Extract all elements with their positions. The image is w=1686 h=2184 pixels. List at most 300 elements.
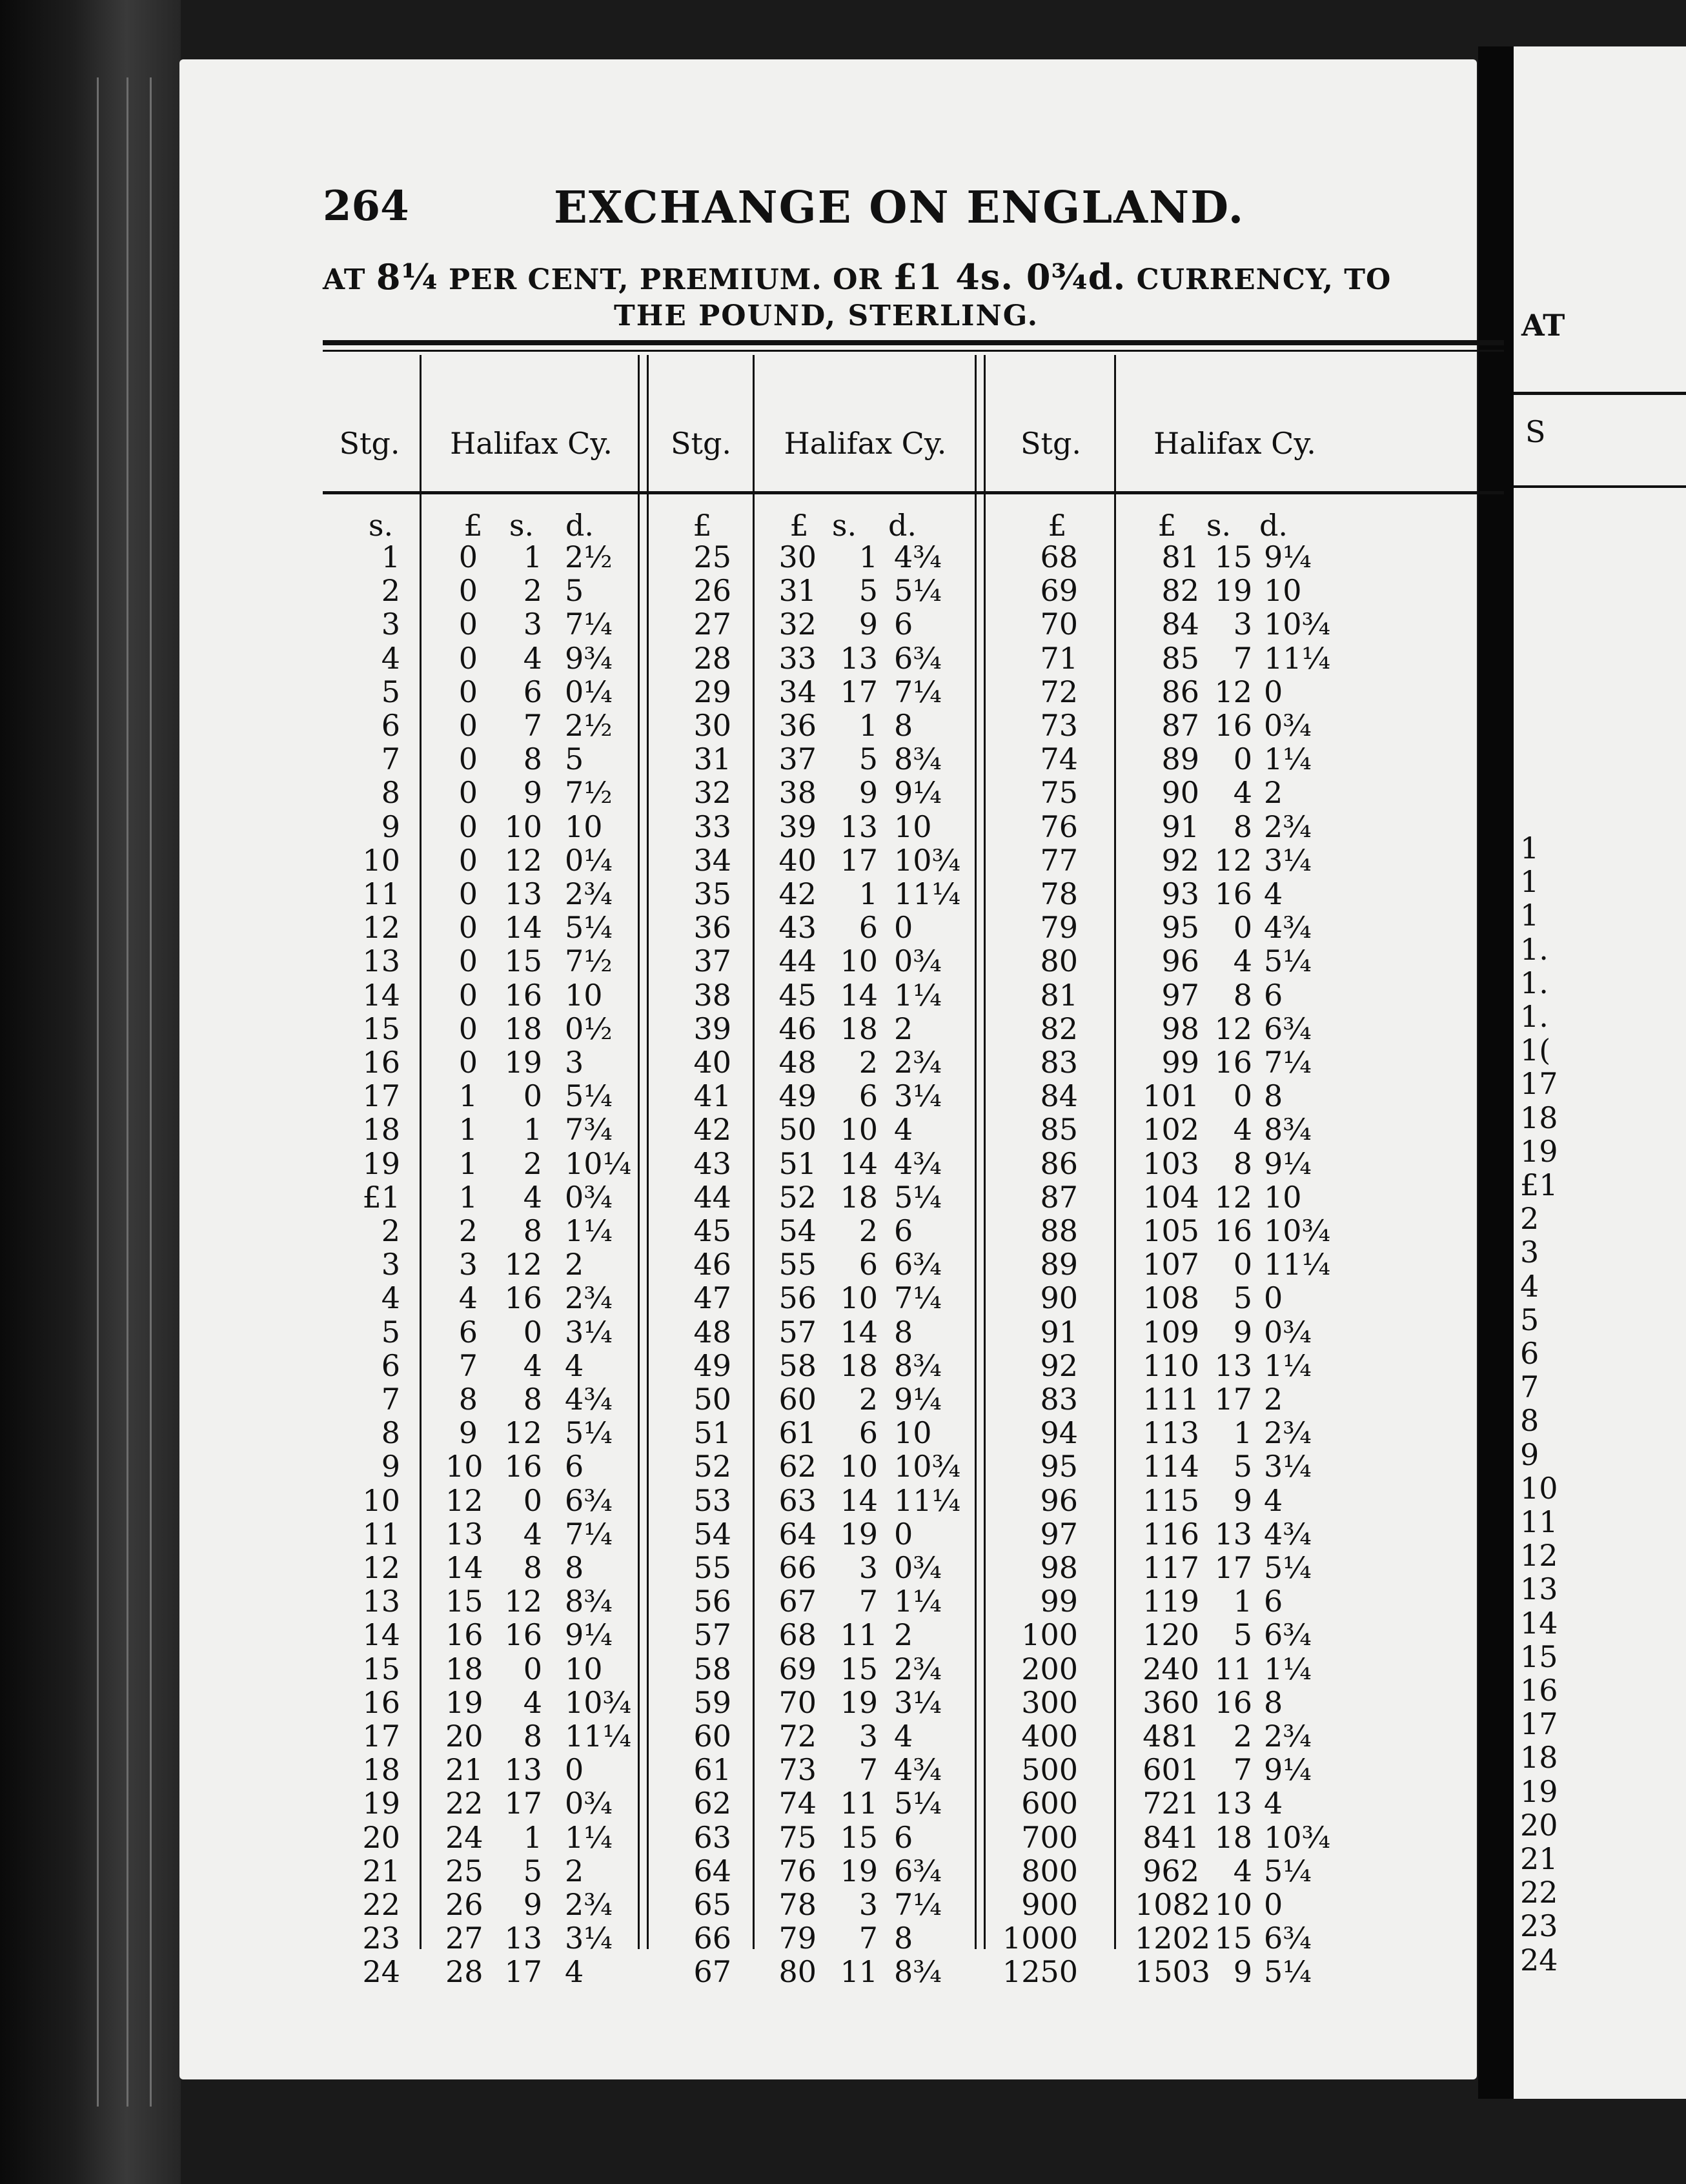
right-page-row-fragment: 7 xyxy=(1520,1370,1539,1405)
currency-pounds: 93 xyxy=(1161,876,1199,911)
left-page xyxy=(179,59,1477,2079)
sterling-amount: 9 xyxy=(381,809,400,844)
currency-shillings: 18 xyxy=(840,1011,878,1046)
sterling-amount: 47 xyxy=(693,1280,731,1316)
sterling-amount: 96 xyxy=(1040,1482,1078,1518)
currency-pence: 10 xyxy=(565,977,603,1013)
currency-pounds: 60 xyxy=(778,1382,817,1417)
currency-pence: 7¼ xyxy=(894,1887,942,1922)
currency-shillings: 19 xyxy=(1214,573,1252,609)
currency-shillings: 2 xyxy=(523,573,542,609)
currency-pounds: 0 xyxy=(458,977,478,1013)
currency-shillings: 8 xyxy=(523,1719,542,1754)
currency-shillings: 0 xyxy=(1233,1247,1252,1282)
currency-shillings: 4 xyxy=(1233,1112,1252,1148)
table-row xyxy=(323,1416,1510,1450)
right-page-rule xyxy=(1514,485,1686,488)
currency-shillings: 1 xyxy=(858,708,878,743)
currency-pence: 10 xyxy=(1264,1179,1302,1215)
sterling-amount: 15 xyxy=(362,1011,400,1046)
currency-shillings: 1 xyxy=(1233,1415,1252,1451)
currency-pounds: 240 xyxy=(1143,1651,1199,1686)
currency-shillings: 17 xyxy=(504,1954,542,1990)
currency-shillings: 6 xyxy=(523,674,542,709)
currency-pounds: 52 xyxy=(778,1179,817,1215)
currency-shillings: 11 xyxy=(840,1617,878,1653)
currency-pounds: 117 xyxy=(1143,1550,1199,1585)
currency-shillings: 5 xyxy=(1233,1617,1252,1653)
sterling-amount: 99 xyxy=(1040,1584,1078,1619)
currency-shillings: 8 xyxy=(523,1382,542,1417)
currency-pence: 10¾ xyxy=(1264,1819,1331,1855)
sterling-amount: 19 xyxy=(362,1146,400,1181)
currency-pence: 0¾ xyxy=(565,1179,613,1215)
currency-pence: 6¾ xyxy=(1264,1921,1312,1956)
table-row xyxy=(323,1012,1510,1046)
right-page-row-fragment: 10 xyxy=(1520,1470,1558,1506)
currency-shillings: 16 xyxy=(1214,1045,1252,1080)
right-page-row-fragment: 1 xyxy=(1520,864,1539,900)
sterling-amount: £1 xyxy=(362,1179,400,1215)
currency-shillings: 6 xyxy=(858,910,878,945)
currency-pounds: 68 xyxy=(778,1617,817,1653)
currency-pounds: 44 xyxy=(778,944,817,979)
currency-pounds: 98 xyxy=(1161,1011,1199,1046)
currency-pounds: 27 xyxy=(445,1921,483,1956)
currency-pounds: 78 xyxy=(778,1887,817,1922)
right-page-row-fragment: 9 xyxy=(1520,1437,1539,1472)
currency-pounds: 7 xyxy=(458,1348,478,1383)
table-row xyxy=(323,1450,1510,1483)
sterling-amount: 84 xyxy=(1040,1078,1078,1114)
sterling-amount: 400 xyxy=(1021,1719,1078,1754)
sterling-amount: 87 xyxy=(1040,1179,1078,1215)
currency-shillings: 4 xyxy=(1233,944,1252,979)
currency-pence: 2 xyxy=(894,1617,913,1653)
sterling-amount: 58 xyxy=(693,1651,731,1686)
currency-pence: 0¼ xyxy=(565,842,613,878)
currency-pounds: 113 xyxy=(1143,1415,1199,1451)
currency-pence: 6¾ xyxy=(1264,1617,1312,1653)
currency-pence: 0 xyxy=(1264,1280,1283,1316)
sterling-amount: 26 xyxy=(693,573,731,609)
table-row xyxy=(323,1786,1510,1820)
currency-shillings: 0 xyxy=(523,1651,542,1686)
subtitle-at: AT xyxy=(323,263,366,296)
right-page-row-fragment: 1. xyxy=(1520,999,1549,1034)
currency-pence: 9¼ xyxy=(894,1382,942,1417)
currency-pence: 10¾ xyxy=(894,842,961,878)
currency-pounds: 120 xyxy=(1143,1617,1199,1653)
sterling-amount: 81 xyxy=(1040,977,1078,1013)
currency-pence: 2½ xyxy=(565,708,613,743)
table-row xyxy=(323,1652,1510,1686)
currency-shillings: 11 xyxy=(840,1954,878,1990)
sterling-amount: 29 xyxy=(693,674,731,709)
currency-pounds: 0 xyxy=(458,640,478,676)
currency-pence: 1¼ xyxy=(565,1819,613,1855)
currency-pounds: 0 xyxy=(458,944,478,979)
sterling-amount: 700 xyxy=(1021,1819,1078,1855)
currency-shillings: 4 xyxy=(523,1684,542,1720)
currency-pounds: 81 xyxy=(1161,540,1199,574)
currency-pounds: 76 xyxy=(778,1853,817,1888)
sterling-amount: 79 xyxy=(1040,910,1078,945)
currency-shillings: 14 xyxy=(840,977,878,1013)
currency-pence: 4¾ xyxy=(894,1752,942,1788)
currency-shillings: 12 xyxy=(504,842,542,878)
currency-shillings: 12 xyxy=(1214,1011,1252,1046)
right-page-row-fragment: 2 xyxy=(1520,1201,1539,1237)
currency-shillings: 0 xyxy=(523,1078,542,1114)
currency-pence: 10 xyxy=(894,1415,932,1451)
right-page-row-fragment: 11 xyxy=(1520,1504,1558,1539)
currency-pence: 5 xyxy=(565,573,584,609)
currency-shillings: 10 xyxy=(840,944,878,979)
currency-shillings: 14 xyxy=(840,1314,878,1350)
currency-pounds: 0 xyxy=(458,842,478,878)
sterling-amount: 92 xyxy=(1040,1348,1078,1383)
currency-pence: 10¾ xyxy=(1264,607,1331,642)
currency-shillings: 16 xyxy=(504,1280,542,1316)
sterling-amount: 91 xyxy=(1040,1314,1078,1350)
right-page-row-fragment: 22 xyxy=(1520,1875,1558,1910)
currency-pence: 2¾ xyxy=(565,1887,613,1922)
currency-pounds: 962 xyxy=(1143,1853,1199,1888)
currency-pence: 4¾ xyxy=(1264,910,1312,945)
currency-pounds: 58 xyxy=(778,1348,817,1383)
currency-shillings: 13 xyxy=(840,640,878,676)
currency-shillings: 1 xyxy=(1233,1584,1252,1619)
currency-pounds: 841 xyxy=(1143,1819,1199,1855)
currency-pounds: 38 xyxy=(778,775,817,811)
currency-pence: 0¾ xyxy=(894,944,942,979)
subtitle-premium: PER CENT, PREMIUM. xyxy=(449,263,822,296)
currency-shillings: 12 xyxy=(1214,1179,1252,1215)
currency-pounds: 0 xyxy=(458,708,478,743)
currency-pounds: 9 xyxy=(458,1415,478,1451)
currency-pence: 1¼ xyxy=(894,977,942,1013)
sterling-amount: 40 xyxy=(693,1045,731,1080)
sterling-amount: 57 xyxy=(693,1617,731,1653)
currency-pounds: 0 xyxy=(458,809,478,844)
currency-shillings: 1 xyxy=(858,540,878,574)
table-row xyxy=(323,1584,1510,1618)
currency-pounds: 67 xyxy=(778,1584,817,1619)
currency-shillings: 4 xyxy=(523,1516,542,1552)
exchange-table xyxy=(323,540,1510,1990)
currency-pence: 4 xyxy=(1264,1786,1283,1821)
table-row xyxy=(323,574,1510,607)
currency-pence: 0 xyxy=(1264,1887,1283,1922)
currency-shillings: 10 xyxy=(840,1280,878,1316)
currency-pence: 1¼ xyxy=(894,1584,942,1619)
right-page-row-fragment: 12 xyxy=(1520,1538,1558,1573)
table-row xyxy=(323,1484,1510,1517)
sterling-amount: 18 xyxy=(362,1752,400,1788)
table-row xyxy=(323,776,1510,809)
spine-edge-line xyxy=(127,77,128,2107)
currency-pence: 10¾ xyxy=(565,1684,632,1720)
currency-pounds: 99 xyxy=(1161,1045,1199,1080)
currency-pounds: 0 xyxy=(458,1045,478,1080)
sterling-amount: 42 xyxy=(693,1112,731,1148)
currency-shillings: 13 xyxy=(504,876,542,911)
currency-shillings: 3 xyxy=(523,607,542,642)
right-page-edge xyxy=(1514,46,1686,2099)
sterling-amount: 17 xyxy=(362,1719,400,1754)
currency-pounds: 0 xyxy=(458,607,478,642)
currency-pounds: 63 xyxy=(778,1482,817,1518)
sterling-amount: 20 xyxy=(362,1819,400,1855)
sterling-amount: 95 xyxy=(1040,1449,1078,1484)
currency-pounds: 481 xyxy=(1143,1719,1199,1754)
sterling-amount: 66 xyxy=(693,1921,731,1956)
currency-pence: 5¼ xyxy=(894,1179,942,1215)
currency-pence: 8 xyxy=(1264,1684,1283,1720)
header-rule-thin xyxy=(323,350,1504,352)
right-page-row-fragment: 8 xyxy=(1520,1403,1539,1439)
currency-shillings: 13 xyxy=(840,809,878,844)
currency-pence: 9¾ xyxy=(565,640,613,676)
table-row xyxy=(323,642,1510,675)
currency-shillings: 13 xyxy=(1214,1516,1252,1552)
currency-shillings: 11 xyxy=(1214,1651,1252,1686)
currency-pence: 8 xyxy=(894,1921,913,1956)
sterling-amount: 100 xyxy=(1021,1617,1078,1653)
currency-pounds: 64 xyxy=(778,1516,817,1552)
currency-pence: 0¾ xyxy=(565,1786,613,1821)
unit-shilling: s. xyxy=(368,508,394,543)
sterling-amount: 36 xyxy=(693,910,731,945)
currency-pounds: 105 xyxy=(1143,1213,1199,1248)
currency-shillings: 8 xyxy=(1233,977,1252,1013)
currency-shillings: 9 xyxy=(858,607,878,642)
currency-pounds: 34 xyxy=(778,674,817,709)
currency-shillings: 17 xyxy=(840,674,878,709)
currency-pence: 1¼ xyxy=(1264,1651,1312,1686)
sterling-amount: 2 xyxy=(381,1213,400,1248)
currency-pence: 3¼ xyxy=(1264,1449,1312,1484)
currency-pence: 4 xyxy=(894,1719,913,1754)
currency-shillings: 6 xyxy=(858,1415,878,1451)
currency-pence: 0 xyxy=(894,1516,913,1552)
table-row xyxy=(323,1214,1510,1248)
currency-pounds: 2 xyxy=(458,1213,478,1248)
table-row xyxy=(323,1618,1510,1652)
currency-pounds: 91 xyxy=(1161,809,1199,844)
currency-pounds: 24 xyxy=(445,1819,483,1855)
right-page-row-fragment: 14 xyxy=(1520,1605,1558,1641)
sterling-amount: 28 xyxy=(693,640,731,676)
col-header-stg-2: Stg. xyxy=(670,426,732,461)
currency-pence: 0 xyxy=(894,910,913,945)
currency-shillings: 15 xyxy=(840,1819,878,1855)
sterling-amount: 76 xyxy=(1040,809,1078,844)
sterling-amount: 19 xyxy=(362,1786,400,1821)
currency-pounds: 49 xyxy=(778,1078,817,1114)
currency-pounds: 92 xyxy=(1161,842,1199,878)
currency-pounds: 25 xyxy=(445,1853,483,1888)
right-page-row-fragment: 16 xyxy=(1520,1673,1558,1708)
right-page-row-fragment: 18 xyxy=(1520,1740,1558,1775)
currency-shillings: 8 xyxy=(523,1213,542,1248)
currency-pounds: 73 xyxy=(778,1752,817,1788)
currency-pence: 11¼ xyxy=(565,1719,632,1754)
currency-pence: 2¾ xyxy=(894,1045,942,1080)
currency-pence: 9¼ xyxy=(1264,540,1312,574)
sterling-amount: 22 xyxy=(362,1887,400,1922)
currency-shillings: 19 xyxy=(840,1684,878,1720)
sterling-amount: 59 xyxy=(693,1684,731,1720)
right-page-stg-fragment: S xyxy=(1525,414,1546,449)
currency-pence: 2¾ xyxy=(565,1280,613,1316)
currency-pounds: 31 xyxy=(778,573,817,609)
sterling-amount: 24 xyxy=(362,1954,400,1990)
currency-pence: 8¾ xyxy=(1264,1112,1312,1148)
currency-pounds: 0 xyxy=(458,540,478,574)
currency-shillings: 3 xyxy=(858,1719,878,1754)
unit-pound: £ xyxy=(1157,508,1177,543)
currency-shillings: 13 xyxy=(1214,1348,1252,1383)
currency-pence: 6 xyxy=(565,1449,584,1484)
right-page-row-fragment: 17 xyxy=(1520,1706,1558,1742)
currency-pounds: 102 xyxy=(1143,1112,1199,1148)
sterling-amount: 75 xyxy=(1040,775,1078,811)
currency-pounds: 103 xyxy=(1143,1146,1199,1181)
currency-pounds: 33 xyxy=(778,640,817,676)
currency-pence: 6¾ xyxy=(894,1247,942,1282)
currency-pence: 5¼ xyxy=(1264,1853,1312,1888)
currency-pence: 0¼ xyxy=(565,674,613,709)
currency-pounds: 108 xyxy=(1143,1280,1199,1316)
currency-pence: 8¾ xyxy=(894,1348,942,1383)
currency-shillings: 7 xyxy=(858,1752,878,1788)
currency-shillings: 11 xyxy=(840,1786,878,1821)
currency-pounds: 55 xyxy=(778,1247,817,1282)
sterling-amount: 11 xyxy=(362,1516,400,1552)
currency-pence: 3¼ xyxy=(1264,842,1312,878)
sterling-amount: 62 xyxy=(693,1786,731,1821)
sterling-amount: 8 xyxy=(381,775,400,811)
currency-pence: 11¼ xyxy=(894,876,961,911)
sterling-amount: 25 xyxy=(693,540,731,574)
currency-shillings: 7 xyxy=(858,1584,878,1619)
currency-pounds: 46 xyxy=(778,1011,817,1046)
currency-shillings: 13 xyxy=(504,1752,542,1788)
currency-shillings: 2 xyxy=(523,1146,542,1181)
currency-pounds: 95 xyxy=(1161,910,1199,945)
header-rule-thick xyxy=(323,340,1504,345)
currency-pounds: 39 xyxy=(778,809,817,844)
currency-pence: 4¾ xyxy=(565,1382,613,1417)
right-page-row-fragment: 19 xyxy=(1520,1133,1558,1169)
table-row xyxy=(323,1248,1510,1281)
right-page-row-fragment: 1. xyxy=(1520,931,1549,967)
currency-pence: 2½ xyxy=(565,540,613,574)
currency-shillings: 8 xyxy=(523,742,542,777)
currency-shillings: 8 xyxy=(523,1550,542,1585)
unit-pence: d. xyxy=(565,508,594,543)
currency-shillings: 0 xyxy=(523,1314,542,1350)
currency-shillings: 13 xyxy=(1214,1786,1252,1821)
currency-pence: 10¾ xyxy=(1264,1213,1331,1248)
table-row xyxy=(323,911,1510,944)
currency-pounds: 115 xyxy=(1143,1482,1199,1518)
currency-pounds: 26 xyxy=(445,1887,483,1922)
currency-shillings: 12 xyxy=(1214,842,1252,878)
currency-pence: 2 xyxy=(894,1011,913,1046)
sterling-amount: 23 xyxy=(362,1921,400,1956)
currency-pence: 1¼ xyxy=(1264,742,1312,777)
currency-pounds: 40 xyxy=(778,842,817,878)
sterling-amount: 51 xyxy=(693,1415,731,1451)
currency-pence: 7¼ xyxy=(1264,1045,1312,1080)
table-row xyxy=(323,1046,1510,1079)
currency-shillings: 10 xyxy=(504,809,542,844)
currency-shillings: 16 xyxy=(504,1617,542,1653)
sterling-amount: 56 xyxy=(693,1584,731,1619)
currency-pence: 4¾ xyxy=(894,540,942,574)
currency-shillings: 4 xyxy=(1233,1853,1252,1888)
right-page-row-fragment: 13 xyxy=(1520,1572,1558,1607)
table-row xyxy=(323,1517,1510,1551)
currency-pounds: 79 xyxy=(778,1921,817,1956)
currency-shillings: 12 xyxy=(1214,674,1252,709)
currency-pence: 10 xyxy=(565,1651,603,1686)
currency-pence: 7¼ xyxy=(894,1280,942,1316)
currency-shillings: 17 xyxy=(504,1786,542,1821)
currency-pence: 2¾ xyxy=(1264,1719,1312,1754)
currency-pence: 5¼ xyxy=(565,1415,613,1451)
currency-pence: 6¾ xyxy=(1264,1011,1312,1046)
sterling-amount: 35 xyxy=(693,876,731,911)
currency-pence: 11¼ xyxy=(894,1482,961,1518)
sterling-amount: 55 xyxy=(693,1550,731,1585)
currency-pence: 8¾ xyxy=(894,1954,942,1990)
currency-pence: 4 xyxy=(1264,1482,1283,1518)
currency-pence: 8¾ xyxy=(565,1584,613,1619)
currency-pounds: 97 xyxy=(1161,977,1199,1013)
right-page-row-fragment: £1 xyxy=(1520,1168,1558,1202)
currency-pence: 2¾ xyxy=(1264,809,1312,844)
sterling-amount: 44 xyxy=(693,1179,731,1215)
currency-pounds: 89 xyxy=(1161,742,1199,777)
sterling-amount: 34 xyxy=(693,842,731,878)
sterling-amount: 21 xyxy=(362,1853,400,1888)
sterling-amount: 3 xyxy=(381,1247,400,1282)
currency-pounds: 18 xyxy=(445,1651,483,1686)
currency-shillings: 4 xyxy=(1233,775,1252,811)
currency-pence: 3 xyxy=(565,1045,584,1080)
currency-shillings: 9 xyxy=(523,1887,542,1922)
rate-subtitle-line2: THE POUND, STERLING. xyxy=(613,299,1039,332)
currency-pence: 6¾ xyxy=(894,1853,942,1888)
currency-shillings: 13 xyxy=(504,1921,542,1956)
table-row xyxy=(323,1821,1510,1854)
currency-pounds: 96 xyxy=(1161,944,1199,979)
unit-pound: £ xyxy=(1048,508,1067,543)
table-row xyxy=(323,709,1510,742)
table-row xyxy=(323,1079,1510,1113)
right-page-row-fragment: 6 xyxy=(1520,1336,1539,1371)
currency-pence: 5¼ xyxy=(1264,1954,1312,1990)
currency-shillings: 4 xyxy=(523,1179,542,1215)
currency-shillings: 2 xyxy=(858,1213,878,1248)
currency-pence: 7½ xyxy=(565,944,613,979)
table-row xyxy=(323,1180,1510,1214)
currency-pounds: 90 xyxy=(1161,775,1199,811)
